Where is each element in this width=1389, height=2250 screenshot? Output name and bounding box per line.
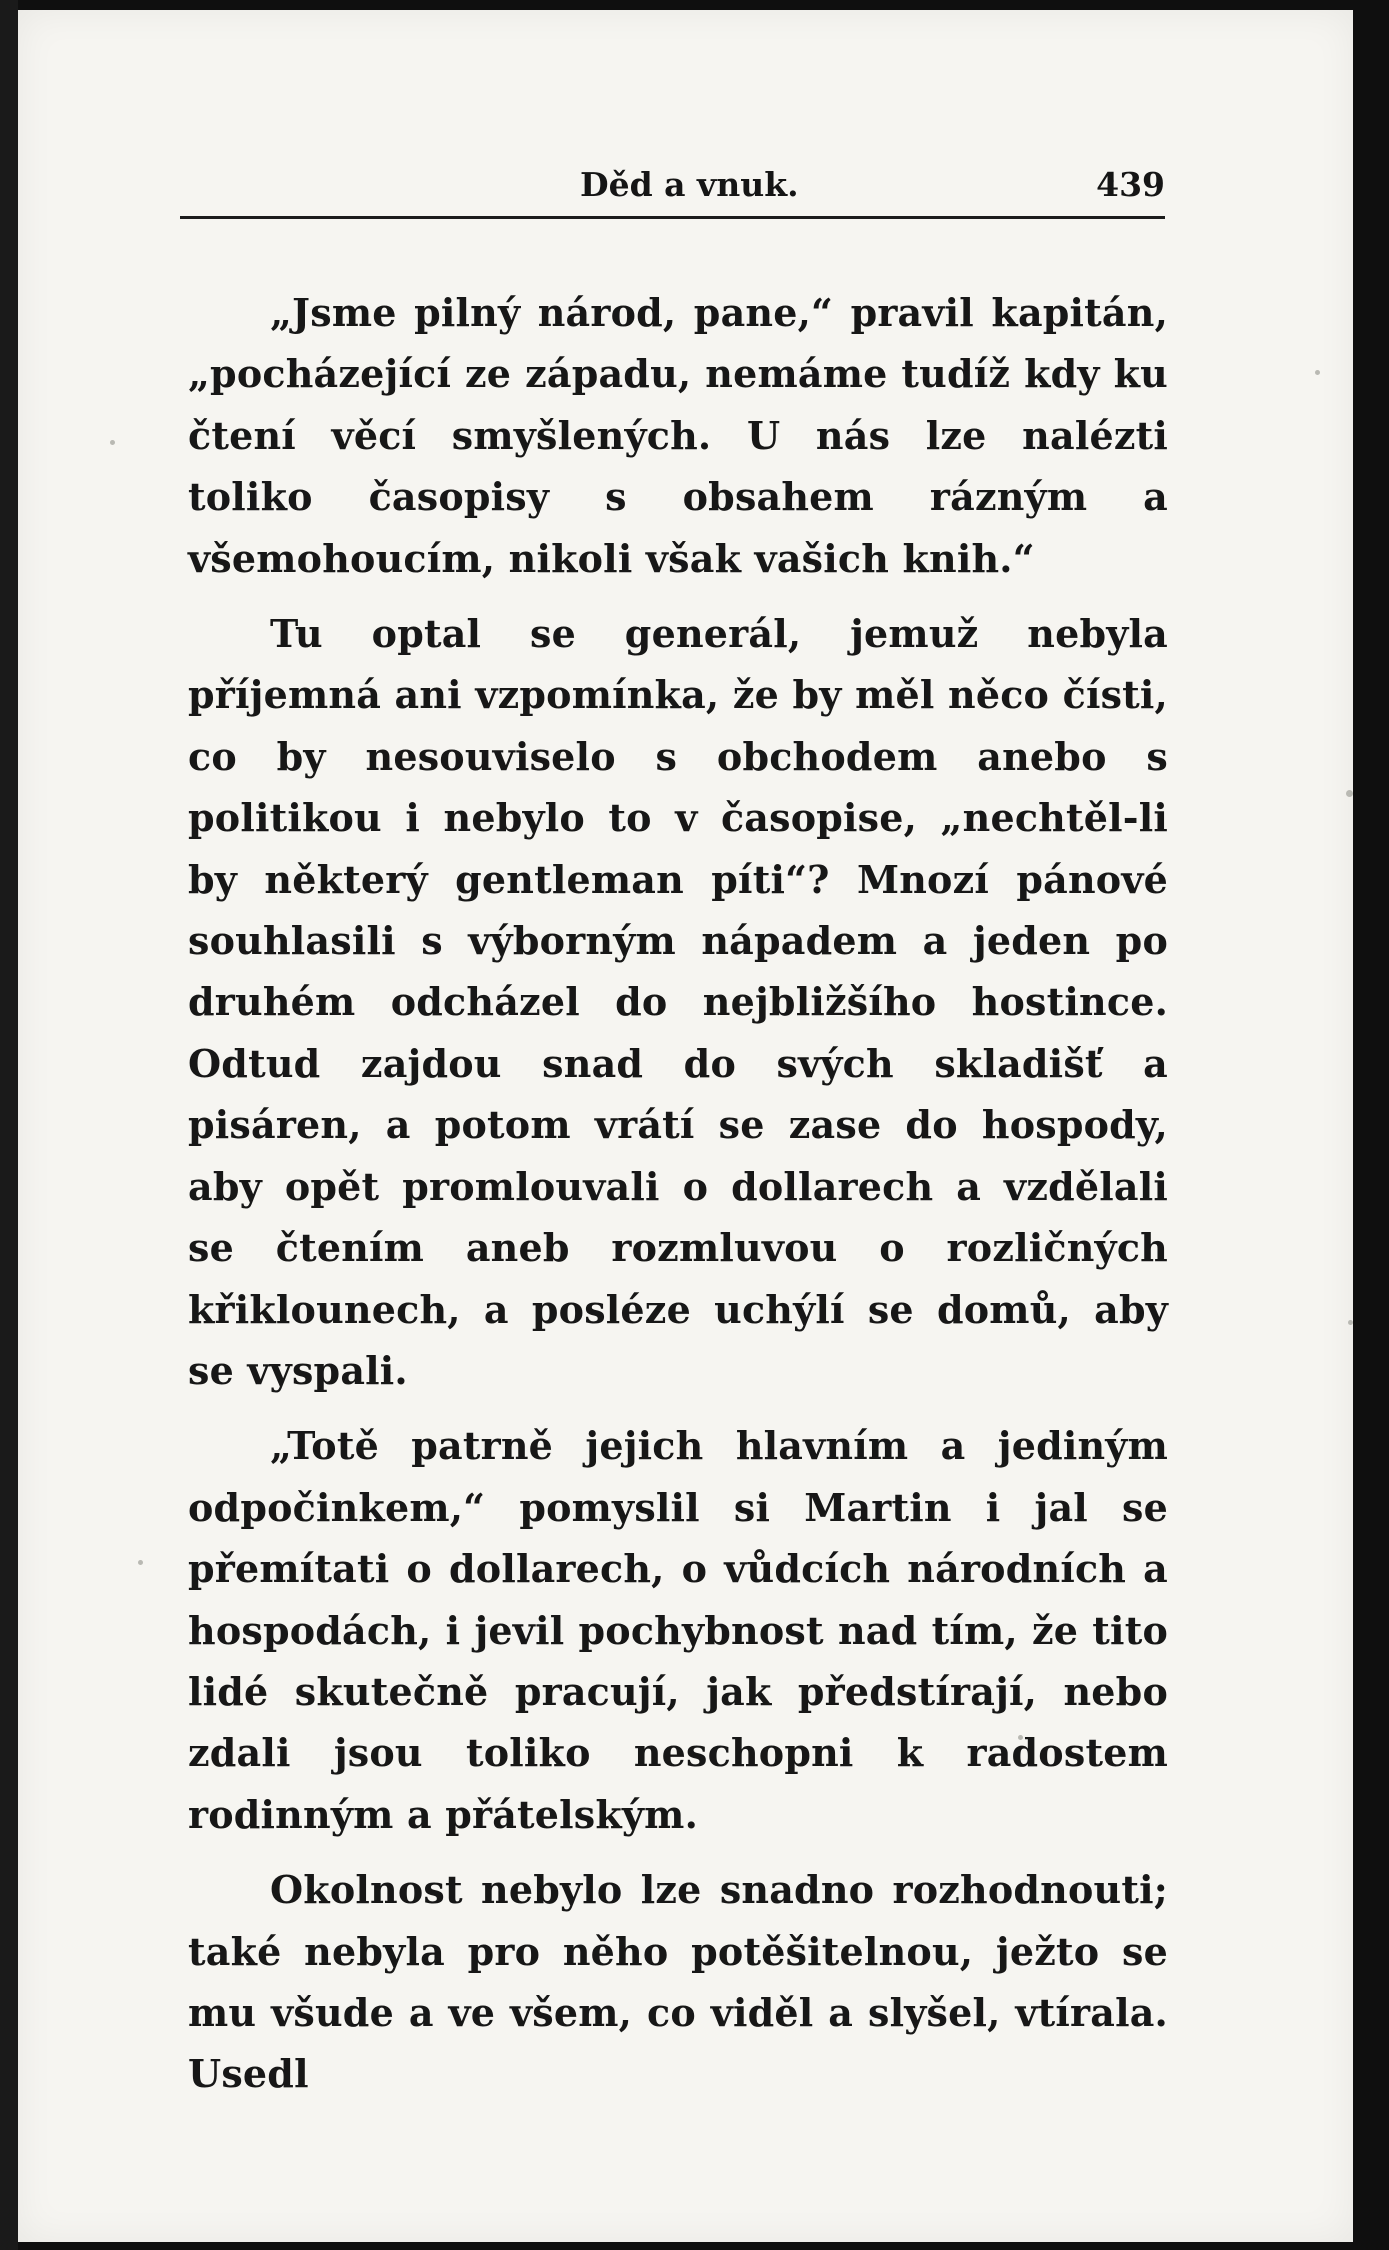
paragraph: Tu optal se generál, jemuž nebyla příjemná ani vzpomínka, že by měl něco čísti, co by nesouviselo s obchodem anebo s politikou i nebylo to v časopise, „nechtěl-li by některý gentleman píti“? Mnozí pánové souhlasili s výborným nápadem a jeden po druhém odcházel do nejbližšího hostince. Odtud zajdou snad do svých skladišť a pisáren, a potom vrátí se zase do hospody, aby opět promlouvali o dollarech a vzdělali se čtením aneb rozmluvou o rozličných křiklounech, a posléze uchýlí se domů, aby se vyspali.: [188, 611, 1168, 1393]
running-title: Děd a vnuk.: [580, 165, 799, 204]
paper-speck: [110, 440, 115, 445]
paper-speck: [138, 1560, 143, 1565]
paragraph: Okolnost nebylo lze snadno rozhodnouti; také nebyla pro něho potěšitelnou, ježto se mu všude a ve všem, co viděl a slyšel, vtírala. Usedl: [188, 1867, 1168, 2097]
page-number: 439: [1096, 165, 1165, 204]
paper-speck: [1315, 370, 1320, 375]
paper-speck: [1348, 1320, 1353, 1325]
header-rule: [180, 216, 1165, 219]
paper-speck: [1346, 790, 1353, 797]
body-text: [188, 282, 1168, 2105]
running-header: [180, 160, 1165, 210]
paragraph: „Totě patrně jejich hlavním a jediným odpočinkem,“ pomyslil si Martin i jal se přemítati o dollarech, o vůdcích národních a hospodách, i jevil pochybnost nad tím, že tito lidé skutečně pracují, jak předstírají, nebo zdali jsou toliko neschopni k radostem rodinným a přátelským.: [188, 1423, 1168, 1837]
book-binding-edge: [0, 0, 18, 2250]
paragraph: „Jsme pilný národ, pane,“ pravil kapitán, „pocházející ze západu, nemáme tudíž kdy ku čtení věcí smyšlených. U nás lze nalézti toliko časopisy s obsahem rázným a všemohoucím, nikoli však vašich knih.“: [188, 290, 1168, 581]
